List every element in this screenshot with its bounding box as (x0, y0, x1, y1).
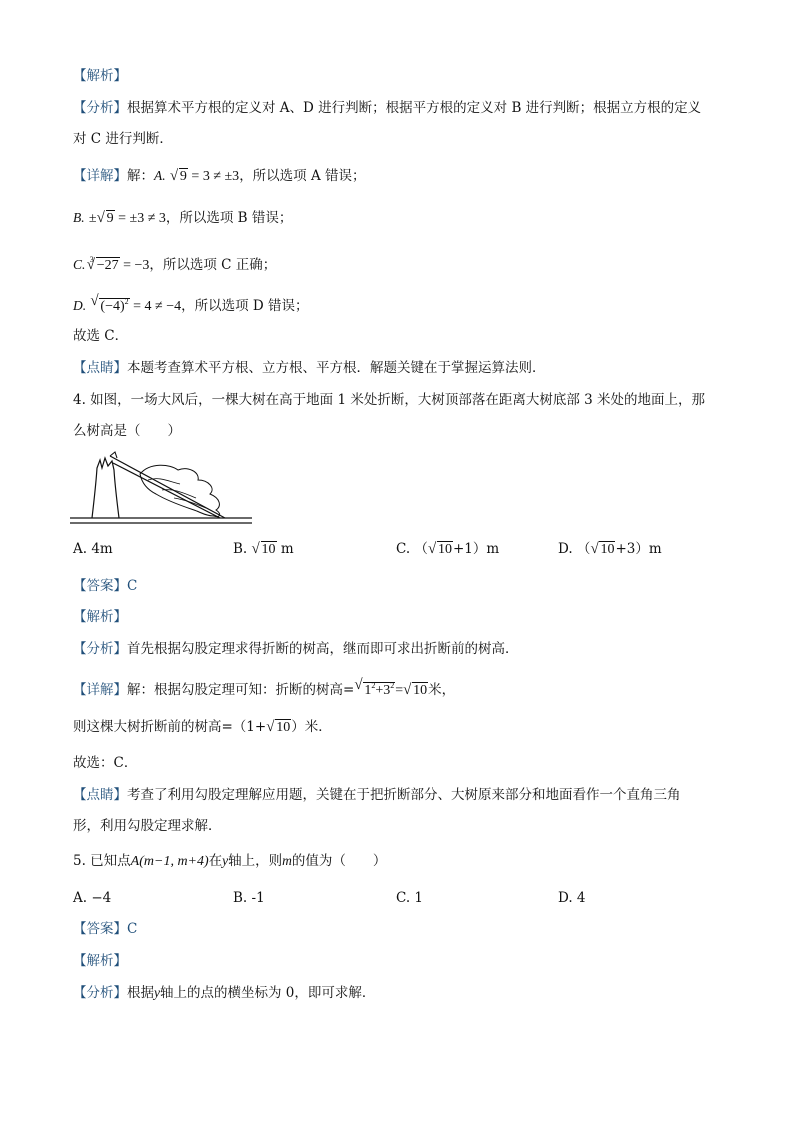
q5-option-d: D. 4 (558, 890, 586, 906)
q4-stem-line2: 么树高是（ ） (73, 423, 181, 439)
q3-detail-a: 【详解】解：A. √ 9 = 3 ≠ ±3，所以选项 A 错误； (73, 166, 366, 187)
q4-option-a: A. 4m (73, 541, 113, 557)
q4-option-d: D. （√ 10+3）m (558, 539, 662, 560)
q3-analysis-line1: 【分析】根据算术平方根的定义对 A、D 进行判断；根据平方根的定义对 B 进行判断；根据立方根的定义 (73, 100, 702, 116)
q4-answer: 【答案】C (73, 578, 138, 594)
q5-analysis: 【分析】根据y轴上的点的横坐标为 0，即可求解． (73, 985, 376, 1001)
q4-analysis: 【分析】首先根据勾股定理求得折断的树高，继而即可求出折断前的树高． (73, 641, 519, 657)
q3-detail-d: D. √ $(-4)^2 = 4 \ne -4$，所以选项 D 错误； (73, 292, 309, 317)
q3-detail-b: B. ±√ 9 = ±3 ≠ 3，所以选项 B 错误； (73, 208, 292, 229)
q3-jiexi-tag: 【解析】 (73, 68, 127, 84)
q5-answer: 【答案】C (73, 921, 138, 937)
q4-broken-tree-figure (70, 446, 255, 528)
q3-analysis-line2: 对 C 进行判断． (73, 131, 173, 147)
q4-jiexi-tag: 【解析】 (73, 609, 127, 625)
q4-option-c: C. （√ 10+1）m (396, 539, 499, 560)
q4-remark-line1: 【点睛】考查了利用勾股定理解应用题，关键在于把折断部分、大树原来部分和地面看作一个直角三角 (73, 787, 681, 803)
q5-option-b: B. -1 (233, 890, 265, 906)
q4-detail: 【详解】解：根据勾股定理可知：折断的树高=√ $1^2+3^2=√$ 10米， (73, 676, 455, 701)
q4-stem-line1: 4. 如图，一场大风后，一棵大树在高于地面 1 米处折断，大树顶部落在距离大树底部 3 米处的地面上，那 (73, 392, 706, 408)
q3-remark: 【点睛】本题考查算术平方根、立方根、平方根．解题关键在于掌握运算法则． (73, 360, 546, 376)
q4-conclusion: 故选：C． (73, 755, 138, 771)
q4-remark-line2: 形，利用勾股定理求解． (73, 818, 222, 834)
fallen-trunk (113, 463, 220, 518)
q5-option-c: C. 1 (396, 890, 424, 906)
q5-option-a: A. −4 (73, 890, 112, 906)
tree-trunk (92, 458, 119, 518)
q4-detail-then: 则这棵大树折断前的树高=（1+√ 10）米． (73, 717, 332, 738)
q5-stem: 5. 已知点A(m−1, m+4)在y轴上，则m的值为（ ） (73, 853, 387, 869)
q3-conclusion: 故选 C． (73, 328, 129, 344)
q4-option-b: B. √ 10 m (233, 539, 294, 560)
q5-jiexi-tag: 【解析】 (73, 953, 127, 969)
q3-detail-c: C. $^3$√ −27 = −3，所以选项 C 正确； (73, 250, 276, 276)
